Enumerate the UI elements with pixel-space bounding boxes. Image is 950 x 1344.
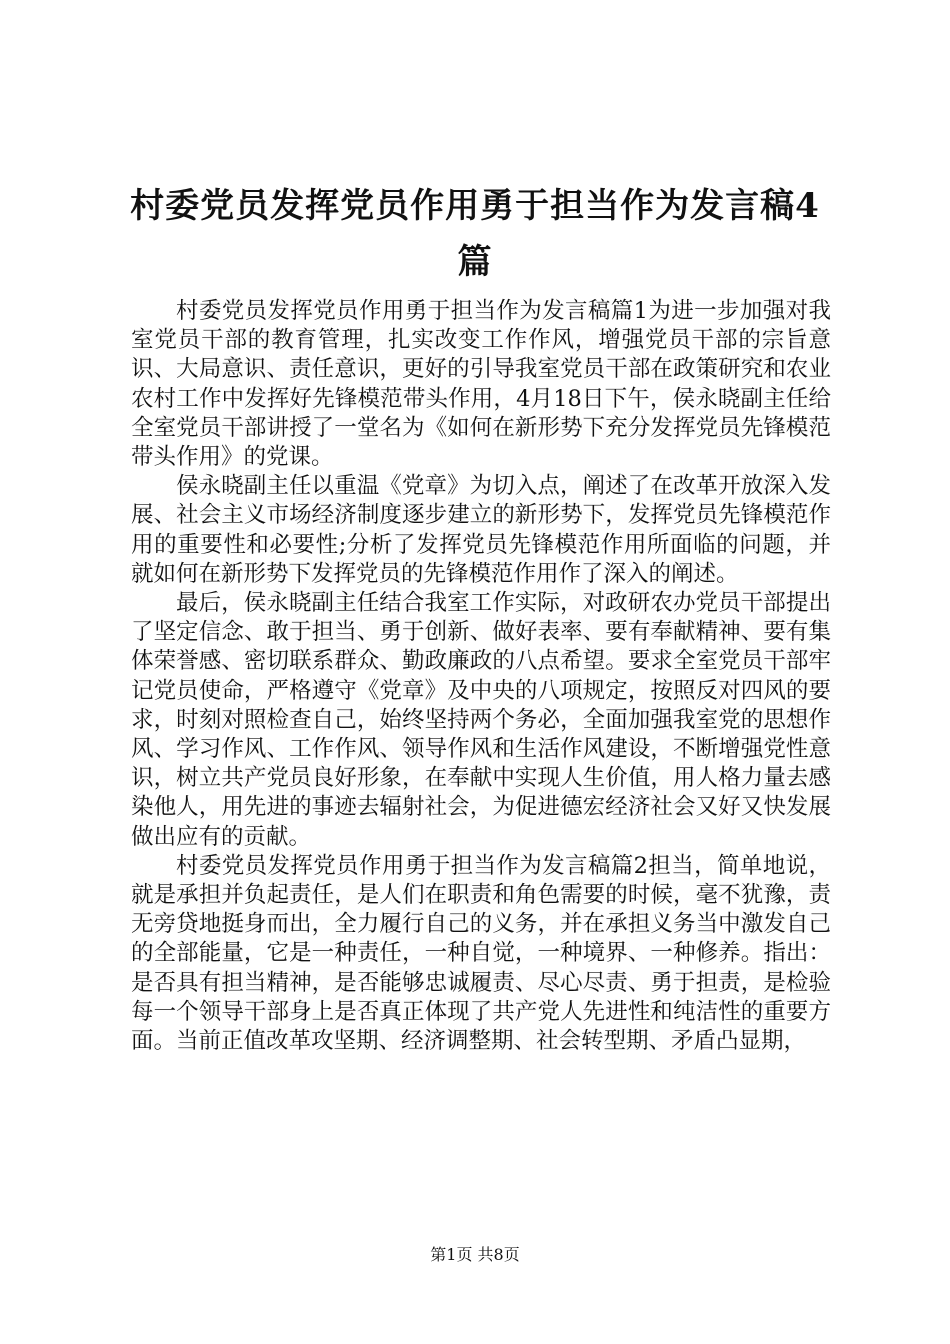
paragraph-2: 侯永晓副主任以重温《党章》为切入点，阐述了在改革开放深入发展、社会主义市场经济制度逐步建立的新形势下，发挥党员先锋模范作用的重要性和必要性;分析了发挥党员先锋模范作用所面临的问题，并就如何在新形势下发挥党员的先锋模范作用作了深入的阐述。 xyxy=(131,473,831,587)
page-number-footer: 第1页 共8页 xyxy=(430,1245,520,1264)
document-body xyxy=(131,297,831,1056)
paragraph-4: 村委党员发挥党员作用勇于担当作为发言稿篇2担当，简单地说，就是承担并负起责任，是人们在职责和角色需要的时候，毫不犹豫，责无旁贷地挺身而出，全力履行自己的义务，并在承担义务当中激发自己的全部能量，它是一种责任，一种自觉，一种境界、一种修养。指出：是否具有担当精神，是否能够忠诚履责、尽心尽责、勇于担责，是检验每一个领导干部身上是否真正体现了共产党人先进性和纯洁性的重要方面。当前正值改革攻坚期、经济调整期、社会转型期、矛盾凸显期， xyxy=(131,852,831,1055)
document-title: 村委党员发挥党员作用勇于担当作为发言稿4篇 xyxy=(130,186,820,282)
paragraph-1: 村委党员发挥党员作用勇于担当作为发言稿篇1为进一步加强对我室党员干部的教育管理，扎实改变工作作风，增强党员干部的宗旨意识、大局意识、责任意识，更好的引导我室党员干部在政策研究和农业农村工作中发挥好先锋模范带头作用，4月18日下午，侯永晓副主任给全室党员干部讲授了一堂名为《如何在新形势下充分发挥党员先锋模范带头作用》的党课。 xyxy=(131,298,831,471)
paragraph-3: 最后，侯永晓副主任结合我室工作实际，对政研农办党员干部提出了坚定信念、敢于担当、勇于创新、做好表率、要有奉献精神、要有集体荣誉感、密切联系群众、勤政廉政的八点希望。要求全室党员干部牢记党员使命，严格遵守《党章》及中央的八项规定，按照反对四风的要求，时刻对照检查自己，始终坚持两个务必，全面加强我室党的思想作风、学习作风、工作作风、领导作风和生活作风建设，不断增强党性意识，树立共产党员良好形象，在奉献中实现人生价值，用人格力量去感染他人，用先进的事迹去辐射社会，为促进德宏经济社会又好又快发展做出应有的贡献。 xyxy=(131,590,831,850)
